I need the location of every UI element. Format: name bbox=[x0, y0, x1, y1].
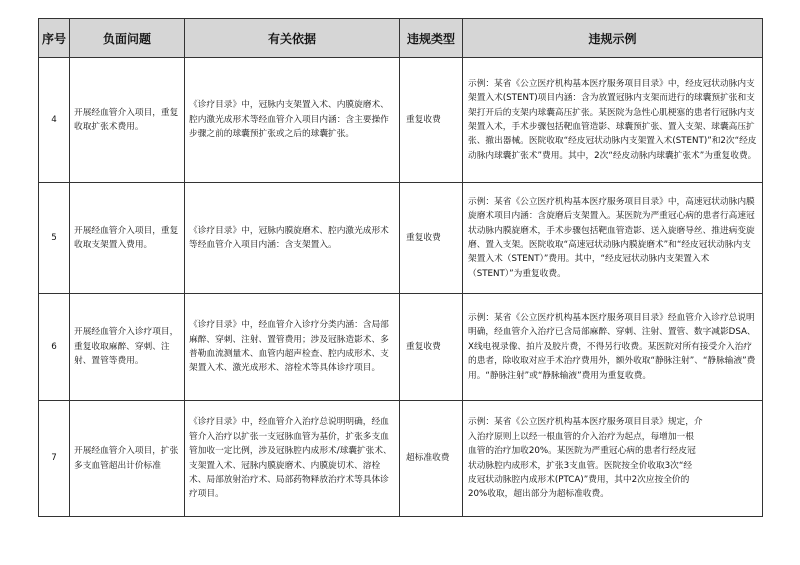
header-issue: 负面问题 bbox=[70, 19, 185, 58]
row-basis: 《诊疗目录》中，经血管介入治疗总说明明确，经血管介入治疗以扩张一支冠脉血管为基价，扩张多支血管加收一定比例，涉及冠脉腔内成形术/球囊扩张术、支架置入术、冠脉内膜旋磨术、内膜旋切术、溶栓术、局部放射治疗术、局部药物释放治疗术等具体诊疗项目。 bbox=[185, 401, 400, 517]
row-type: 重复收费 bbox=[400, 294, 463, 401]
example-line: 皮冠状动脉腔内成形术(PTCA)”费用，其中2次应按全价的 bbox=[468, 474, 690, 485]
row-issue: 开展经血管介入诊疗项目，重复收取麻醉、穿刺、注射、置管等费用。 bbox=[70, 294, 185, 401]
row-type: 重复收费 bbox=[400, 58, 463, 183]
header-type: 违规类型 bbox=[400, 19, 463, 58]
row-seq: 7 bbox=[39, 401, 70, 517]
header-seq: 序号 bbox=[39, 19, 70, 58]
row-seq: 5 bbox=[39, 183, 70, 294]
table-header-row bbox=[39, 19, 763, 58]
example-line: 入治疗原则上以经一根血管的介入治疗为起点，每增加一根 bbox=[468, 431, 694, 442]
table-row bbox=[39, 401, 763, 517]
row-seq: 4 bbox=[39, 58, 70, 183]
row-example bbox=[463, 401, 763, 517]
row-basis: 《诊疗目录》中，冠脉内膜旋磨术、腔内激光成形术等经血管介入项目内涵：含支架置入。 bbox=[185, 183, 400, 294]
row-basis: 《诊疗目录》中，冠脉内支架置入术、内膜旋磨术、腔内激光成形术等经血管介入项目内涵：含主要操作步骤之前的球囊预扩张或之后的球囊扩张。 bbox=[185, 58, 400, 183]
example-line: 20%收取，超出部分为超标准收费。 bbox=[468, 489, 609, 500]
row-type: 超标准收费 bbox=[400, 401, 463, 517]
row-issue: 开展经血管介入项目，重复收取支架置入费用。 bbox=[70, 183, 185, 294]
example-line: 血管的治疗加收20%。某医院为严重冠心病的患者行经皮冠 bbox=[468, 446, 696, 457]
header-example: 违规示例 bbox=[463, 19, 763, 58]
row-seq: 6 bbox=[39, 294, 70, 401]
row-issue: 开展经血管介入项目，扩张多支血管超出计价标准 bbox=[70, 401, 185, 517]
row-example: 示例：某省《公立医疗机构基本医疗服务项目目录》经血管介入诊疗总说明明确，经血管介入治疗已含局部麻醉、穿刺、注射、置管、数字减影DSA、X线电视录像、拍片及胶片费，不得另行收费。某医院对所有接受介入治疗的患者，除收取对应手术治疗费用外，额外收取“静脉注射”、“静脉输液”费用。“静脉注射”或“静脉输液”费用为重复收费。 bbox=[463, 294, 763, 401]
row-basis: 《诊疗目录》中，经血管介入诊疗分类内涵：含局部麻醉、穿刺、注射、置管费用；涉及冠脉造影术、多普勒血流测量术、血管内超声检查、腔内成形术、支架置入术、激光成形术、溶栓术等具体诊疗项目。 bbox=[185, 294, 400, 401]
violations-table bbox=[38, 18, 763, 517]
row-issue: 开展经血管介入项目，重复收取扩张术费用。 bbox=[70, 58, 185, 183]
row-example: 示例：某省《公立医疗机构基本医疗服务项目目录》中，经皮冠状动脉内支架置入术(STENT)项目内涵：含为放置冠脉内支架而进行的球囊预扩张和支架打开后的支架内球囊高压扩张。某医院为急性心肌梗塞的患者行冠脉内支架置入术，手术步骤包括靶血管造影、球囊预扩张、置入支架、球囊高压扩张、撤出器械。医院收取“经皮冠状动脉内支架置入术(STENT)”和2次“经皮动脉内球囊扩张术”费用。其中，2次“经皮动脉内球囊扩张术”为重复收费。 bbox=[463, 58, 763, 183]
example-line: 示例：某省《公立医疗机构基本医疗服务项目目录》规定，介 bbox=[468, 417, 703, 428]
header-basis: 有关依据 bbox=[185, 19, 400, 58]
table-row bbox=[39, 58, 763, 183]
row-type: 重复收费 bbox=[400, 183, 463, 294]
table-row bbox=[39, 294, 763, 401]
table-row bbox=[39, 183, 763, 294]
row-example: 示例：某省《公立医疗机构基本医疗服务项目目录》中，高速冠状动脉内膜旋磨术项目内涵：含旋磨后支架置入。某医院为严重冠心病的患者行高速冠状动脉内膜旋磨术，手术步骤包括靶血管造影、送入旋磨导丝、推进病变旋磨、置入支架。医院收取“高速冠状动脉内膜旋磨术”和“经皮冠状动脉内支架置入术（STENT）”费用。其中，“经皮冠状动脉内支架置入术（STENT）”为重复收费。 bbox=[463, 183, 763, 294]
example-line: 状动脉腔内成形术，扩张3支血管。医院按全价收取3次“经 bbox=[468, 460, 693, 471]
